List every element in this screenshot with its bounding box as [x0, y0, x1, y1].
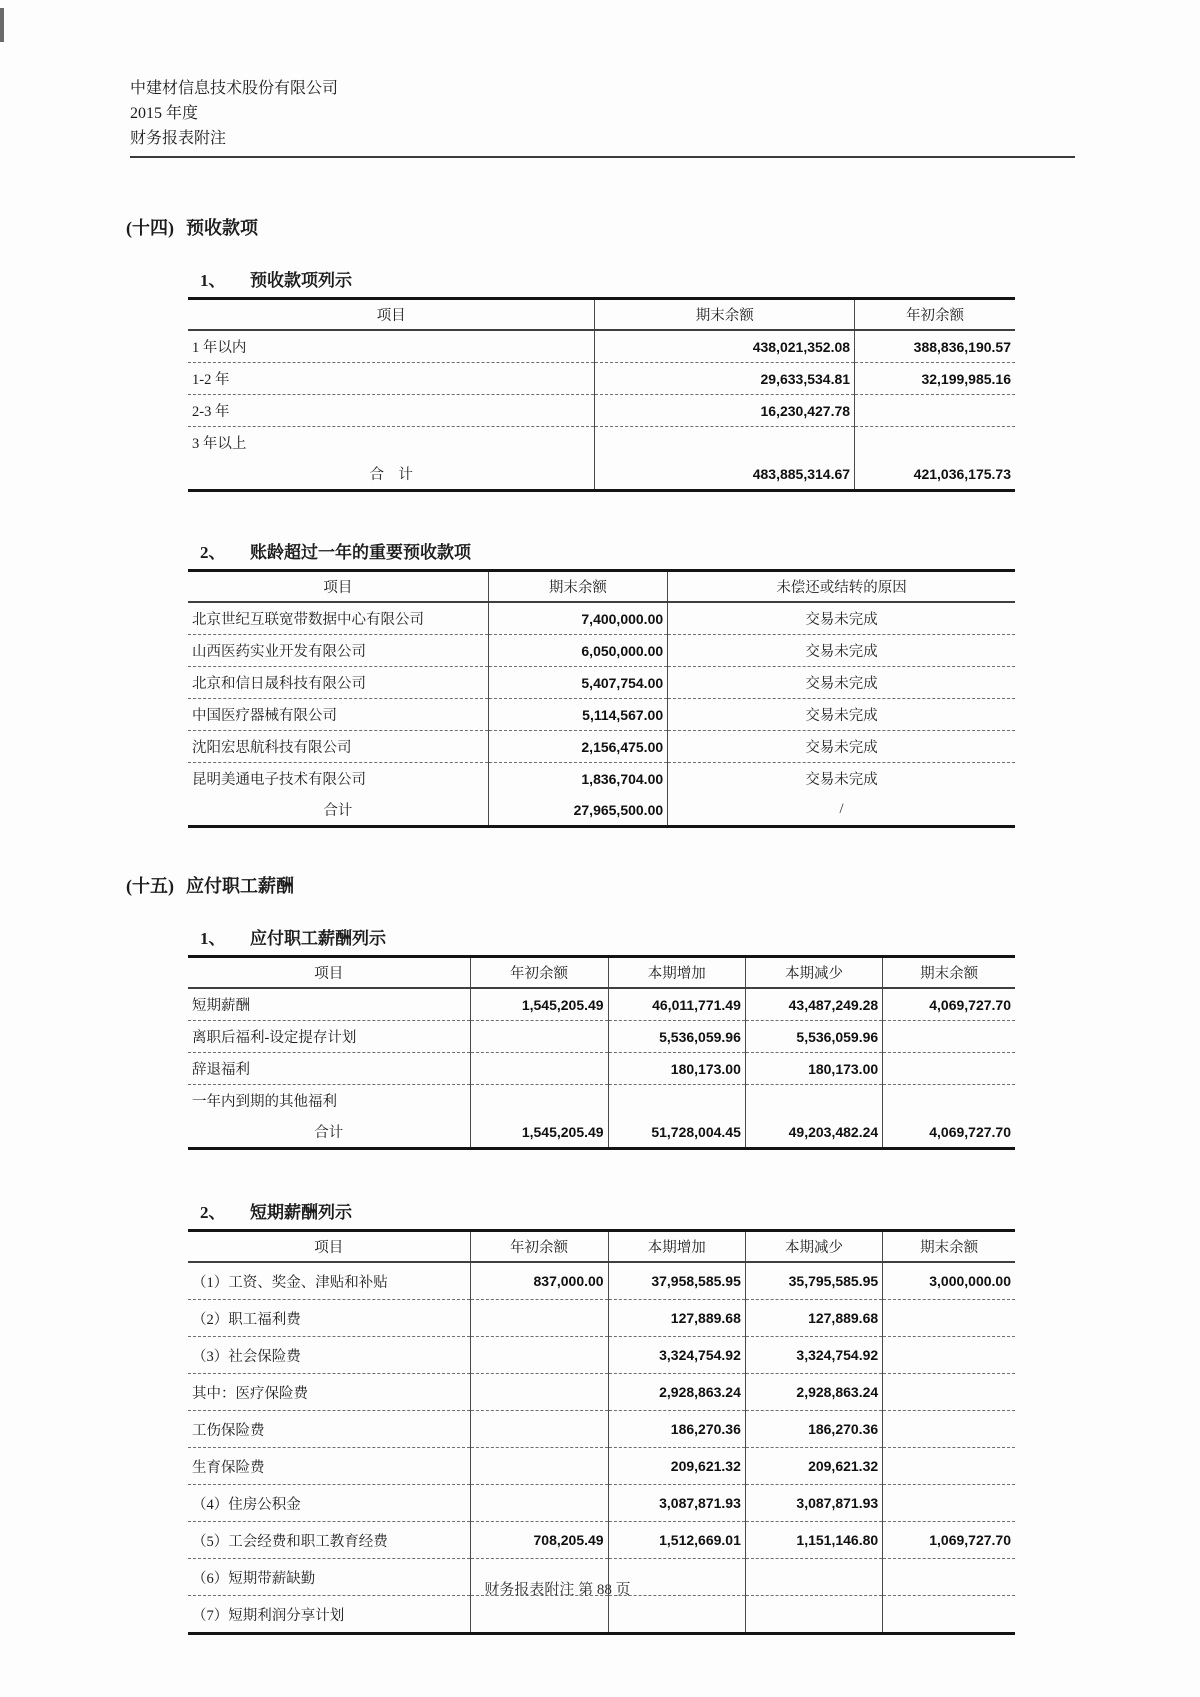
subsection-14-1-title: 预收款项列示 — [250, 271, 352, 290]
cell-begin: 837,000.00 — [470, 1262, 608, 1300]
column-header-end-balance: 期末余额 — [488, 571, 667, 603]
cell-item: （4）住房公积金 — [188, 1485, 470, 1522]
advance-payments-table — [188, 297, 1015, 492]
column-header-decrease: 本期减少 — [745, 957, 882, 989]
cell-inc: 46,011,771.49 — [608, 988, 745, 1021]
cell-end — [883, 1448, 1015, 1485]
column-header-item: 项目 — [188, 571, 488, 603]
cell-item: （6）短期带薪缺勤 — [188, 1559, 470, 1596]
cell-end — [883, 1053, 1015, 1085]
column-header-decrease: 本期减少 — [745, 1231, 882, 1263]
cell-total-end-balance: 483,885,314.67 — [595, 458, 855, 491]
table-row — [188, 1522, 1015, 1559]
cell-dec: 3,087,871.93 — [745, 1485, 882, 1522]
table-row — [188, 1485, 1015, 1522]
cell-end — [883, 1085, 1015, 1117]
cell-item: 2-3 年 — [188, 395, 595, 427]
cell-begin — [470, 1300, 608, 1337]
table-row — [188, 699, 1015, 731]
cell-item: 昆明美通电子技术有限公司 — [192, 772, 366, 788]
cell-end: 1,069,727.70 — [883, 1522, 1015, 1559]
cell-item: 其中：医疗保险费 — [188, 1374, 470, 1411]
aged-advances-table — [188, 569, 1015, 828]
table-header-row — [188, 571, 1015, 603]
cell-total-increase: 51,728,004.45 — [608, 1116, 745, 1149]
cell-begin — [470, 1337, 608, 1374]
cell-inc: 1,512,669.01 — [608, 1522, 745, 1559]
cell-begin — [470, 1053, 608, 1085]
column-header-item: 项目 — [188, 299, 595, 331]
cell-end: 29,633,534.81 — [595, 363, 855, 395]
table-total-row — [188, 794, 1015, 827]
cell-begin: 388,836,190.57 — [855, 330, 1015, 363]
subsection-14-2-title: 账龄超过一年的重要预收款项 — [250, 543, 471, 562]
cell-dec: 186,270.36 — [745, 1411, 882, 1448]
cell-item: 1-2 年 — [188, 363, 595, 395]
cell-total-reason: / — [668, 794, 1015, 827]
cell-item: 短期薪酬 — [188, 988, 470, 1021]
table-row — [188, 731, 1015, 763]
cell-end — [883, 1485, 1015, 1522]
cell-end: 4,069,727.70 — [883, 988, 1015, 1021]
cell-inc: 180,173.00 — [608, 1053, 745, 1085]
subsection-14-1-number: 1、 — [200, 271, 226, 290]
column-header-item: 项目 — [188, 1231, 470, 1263]
subsection-14-2-number: 2、 — [200, 543, 226, 562]
subsection-15-2-title: 短期薪酬列示 — [250, 1203, 352, 1222]
subsection-15-1-title: 应付职工薪酬列示 — [250, 929, 386, 948]
column-header-begin-balance: 年初余额 — [470, 957, 608, 989]
scan-artifact — [0, 8, 4, 42]
cell-item: 辞退福利 — [188, 1053, 470, 1085]
table-row — [188, 395, 1015, 427]
fiscal-year: 2015 年度 — [130, 105, 199, 122]
section-14-title: 预收款项 — [186, 218, 258, 238]
table-header-row — [188, 957, 1015, 989]
subsection-14-2-heading — [200, 538, 1075, 563]
cell-total-begin-balance: 421,036,175.73 — [855, 458, 1015, 491]
cell-dec: 43,487,249.28 — [745, 988, 882, 1021]
cell-end: 3,000,000.00 — [883, 1262, 1015, 1300]
cell-item: 生育保险费 — [188, 1448, 470, 1485]
column-header-begin-balance: 年初余额 — [470, 1231, 608, 1263]
column-header-begin-balance: 年初余额 — [855, 299, 1015, 331]
cell-item: （1）工资、奖金、津贴和补贴 — [188, 1262, 470, 1300]
cell-dec — [745, 1085, 882, 1117]
cell-reason: 交易未完成 — [668, 731, 1015, 763]
cell-item: 3 年以上 — [192, 436, 247, 452]
cell-end: 2,156,475.00 — [488, 731, 667, 763]
cell-total-begin-balance: 1,545,205.49 — [470, 1116, 608, 1149]
cell-begin — [470, 1374, 608, 1411]
column-header-item: 项目 — [188, 957, 470, 989]
cell-end: 7,400,000.00 — [488, 602, 667, 635]
table-row — [188, 1374, 1015, 1411]
cell-reason: 交易未完成 — [668, 699, 1015, 731]
cell-begin — [470, 1485, 608, 1522]
cell-begin: 708,205.49 — [470, 1522, 608, 1559]
column-header-end-balance: 期末余额 — [883, 1231, 1015, 1263]
cell-item: 山西医药实业开发有限公司 — [188, 635, 488, 667]
cell-reason: 交易未完成 — [668, 763, 1015, 795]
table-row — [188, 330, 1015, 363]
cell-total-end-balance: 4,069,727.70 — [883, 1116, 1015, 1149]
cell-dec: 5,536,059.96 — [745, 1021, 882, 1053]
cell-begin: 32,199,985.16 — [855, 363, 1015, 395]
page-number-text: 财务报表附注 第 88 页 — [484, 1582, 631, 1598]
cell-total-end-balance: 27,965,500.00 — [488, 794, 667, 827]
employee-compensation-table — [188, 955, 1015, 1150]
table-row — [188, 1262, 1015, 1300]
cell-reason: 交易未完成 — [668, 602, 1015, 635]
cell-reason: 交易未完成 — [668, 635, 1015, 667]
table-body — [188, 602, 1015, 794]
doc-title: 财务报表附注 — [130, 130, 227, 147]
cell-total-label: 合计 — [323, 803, 353, 819]
column-header-increase: 本期增加 — [608, 957, 745, 989]
cell-end — [883, 1300, 1015, 1337]
table-row — [188, 1053, 1015, 1085]
short-term-compensation-table — [188, 1229, 1015, 1635]
cell-dec: 35,795,585.95 — [745, 1262, 882, 1300]
cell-end — [883, 1596, 1015, 1634]
subsection-15-1-heading — [200, 924, 1075, 949]
cell-inc: 3,087,871.93 — [608, 1485, 745, 1522]
table-body — [188, 988, 1015, 1116]
subsection-15-1-number: 1、 — [200, 929, 226, 948]
cell-end — [883, 1374, 1015, 1411]
cell-item: 工伤保险费 — [188, 1411, 470, 1448]
cell-inc — [608, 1596, 745, 1634]
cell-reason: 交易未完成 — [668, 667, 1015, 699]
column-header-reason: 未偿还或结转的原因 — [668, 571, 1015, 603]
cell-item: 沈阳宏思航科技有限公司 — [188, 731, 488, 763]
cell-item: （7）短期利润分享计划 — [192, 1607, 345, 1624]
cell-inc: 3,324,754.92 — [608, 1337, 745, 1374]
cell-total-label: 合 计 — [369, 467, 413, 483]
cell-item: 离职后福利-设定提存计划 — [188, 1021, 470, 1053]
cell-item: 北京和信日晟科技有限公司 — [188, 667, 488, 699]
cell-end — [883, 1411, 1015, 1448]
cell-end: 5,114,567.00 — [488, 699, 667, 731]
cell-item: （3）社会保险费 — [188, 1337, 470, 1374]
column-header-end-balance: 期末余额 — [883, 957, 1015, 989]
cell-item: （5）工会经费和职工教育经费 — [188, 1522, 470, 1559]
table-row — [188, 602, 1015, 635]
column-header-end-balance: 期末余额 — [595, 299, 855, 331]
cell-item: 北京世纪互联宽带数据中心有限公司 — [188, 602, 488, 635]
cell-total-label: 合计 — [314, 1125, 344, 1141]
cell-dec — [745, 1596, 882, 1634]
table-row — [188, 988, 1015, 1021]
section-15-number: (十五) — [126, 876, 174, 896]
cell-begin — [470, 1448, 608, 1485]
table-total-row — [188, 1116, 1015, 1149]
table-row — [188, 1085, 1015, 1117]
cell-end — [595, 427, 855, 459]
cell-dec: 1,151,146.80 — [745, 1522, 882, 1559]
cell-begin — [855, 427, 1015, 459]
document-header — [130, 76, 1075, 151]
header-rule — [130, 156, 1075, 158]
table-header-row — [188, 299, 1015, 331]
cell-inc: 5,536,059.96 — [608, 1021, 745, 1053]
cell-end: 438,021,352.08 — [595, 330, 855, 363]
column-header-increase: 本期增加 — [608, 1231, 745, 1263]
subsection-15-2-number: 2、 — [200, 1203, 226, 1222]
table-header-row — [188, 1231, 1015, 1263]
cell-end: 16,230,427.78 — [595, 395, 855, 427]
subsection-14-1-heading — [200, 266, 1075, 291]
cell-inc: 186,270.36 — [608, 1411, 745, 1448]
cell-dec: 127,889.68 — [745, 1300, 882, 1337]
table-row — [188, 667, 1015, 699]
table-row — [188, 1411, 1015, 1448]
cell-inc: 37,958,585.95 — [608, 1262, 745, 1300]
table-row — [188, 1300, 1015, 1337]
cell-dec: 3,324,754.92 — [745, 1337, 882, 1374]
cell-inc: 127,889.68 — [608, 1300, 745, 1337]
company-name: 中建材信息技术股份有限公司 — [130, 80, 339, 97]
cell-end: 1,836,704.00 — [488, 763, 667, 795]
table-row — [188, 635, 1015, 667]
cell-item: 1 年以内 — [188, 330, 595, 363]
table-row — [188, 1337, 1015, 1374]
cell-begin — [855, 395, 1015, 427]
cell-begin — [470, 1085, 608, 1117]
page-footer — [85, 1578, 1030, 1599]
cell-dec: 209,621.32 — [745, 1448, 882, 1485]
table-row — [188, 763, 1015, 795]
cell-dec: 2,928,863.24 — [745, 1374, 882, 1411]
table-row — [188, 1596, 1015, 1634]
table-row — [188, 1021, 1015, 1053]
cell-begin — [470, 1021, 608, 1053]
cell-inc: 209,621.32 — [608, 1448, 745, 1485]
table-row — [188, 363, 1015, 395]
cell-item: （2）职工福利费 — [188, 1300, 470, 1337]
cell-begin — [470, 1411, 608, 1448]
cell-item: 一年内到期的其他福利 — [192, 1094, 337, 1110]
table-body — [188, 330, 1015, 458]
section-14-heading — [126, 214, 1075, 240]
section-14-number: (十四) — [126, 218, 174, 238]
cell-begin — [470, 1596, 608, 1634]
cell-dec: 180,173.00 — [745, 1053, 882, 1085]
cell-total-decrease: 49,203,482.24 — [745, 1116, 882, 1149]
section-15-heading — [126, 872, 1075, 898]
table-total-row — [188, 458, 1015, 491]
table-row — [188, 1448, 1015, 1485]
cell-item: 中国医疗器械有限公司 — [188, 699, 488, 731]
cell-end: 5,407,754.00 — [488, 667, 667, 699]
table-row — [188, 427, 1015, 459]
section-15-title: 应付职工薪酬 — [186, 876, 294, 896]
cell-inc: 2,928,863.24 — [608, 1374, 745, 1411]
cell-end — [883, 1021, 1015, 1053]
cell-end: 6,050,000.00 — [488, 635, 667, 667]
cell-inc — [608, 1085, 745, 1117]
cell-begin: 1,545,205.49 — [470, 988, 608, 1021]
cell-end — [883, 1337, 1015, 1374]
subsection-15-2-heading — [200, 1198, 1075, 1223]
